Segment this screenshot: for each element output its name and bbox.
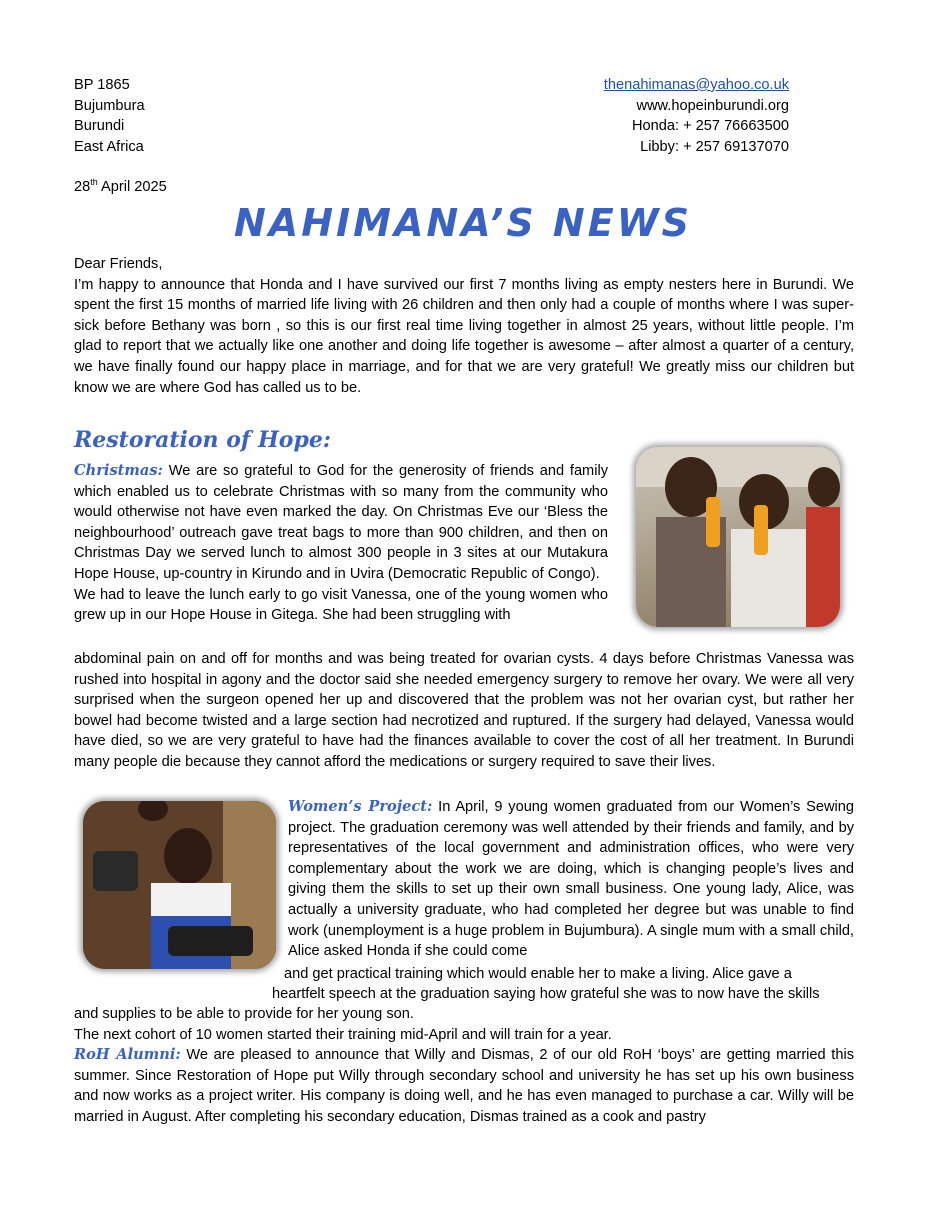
date-day: 28 bbox=[74, 179, 91, 195]
womens-text: In April, 9 young women graduated from our Women’s Sewing project. The graduation ceremony was well attended by their friends and family, and by representatives of the local government and administration offices, who were very complementary about the work we are doing, which is changing people’s lives and giving them the skills to set up their own small business. One young lady, Alice, was actually a university graduate, who had completed her degree but was unable to find work (unemployment is a huge problem in Bujumbura). A single mum with a small child, Alice asked Honda if she could come bbox=[288, 799, 855, 960]
date-suffix: th bbox=[90, 177, 98, 188]
christmas-section bbox=[74, 461, 608, 626]
greeting-paragraph: I’m happy to announce that Honda and I have survived our first 7 months living as empty nesters here in Burundi. We spent the first 15 months of married life living with 26 children and then only had a couple of months where I was super-sick before Bethany was born , so this is our first real time living together in almost 25 years, without little people. I’m glad to report that we actually like one another and doing life together is awesome – after almost a quarter of a century, we have finally found our happy place in marriage, and for that we are very grateful! We greatly miss our children but know we are where God has called us to be. bbox=[74, 276, 854, 396]
date-rest: April 2025 bbox=[97, 179, 167, 195]
womens-line: heartfelt speech at the graduation saying how grateful she was to now have the skills bbox=[272, 986, 820, 1002]
christmas-heading: Christmas: bbox=[74, 462, 163, 479]
phone-honda: Honda: + 257 76663500 bbox=[631, 118, 789, 134]
womens-line: and get practical training which would enable her to make a living. Alice gave a bbox=[284, 966, 792, 982]
vanessa-section bbox=[74, 649, 854, 773]
newsletter-title: NAHIMANA’S NEWS bbox=[234, 201, 692, 245]
photo-illustration bbox=[83, 801, 276, 969]
address-line: Bujumbura bbox=[74, 97, 145, 114]
alumni-text: We are pleased to announce that Willy and Dismas, 2 of our old RoH ‘boys’ are getting married this summer. Since Restoration of Hope put Willy through secondary school and university he has set up his own business and now works as a project writer. His company is doing well, and he has even managed to purchase a car. Willy will be married in August. After completing his secondary education, Dismas trained as a cook and pastry bbox=[74, 1047, 854, 1125]
womens-section-end bbox=[74, 1004, 854, 1128]
womens-project-section bbox=[288, 797, 854, 962]
womens-paragraph bbox=[288, 797, 854, 962]
address-line: Burundi bbox=[74, 118, 125, 134]
sewing-woman-photo bbox=[83, 801, 276, 969]
contact-details bbox=[604, 75, 789, 157]
christmas-paragraph bbox=[74, 461, 608, 585]
section-heading: Restoration of Hope: bbox=[74, 427, 331, 453]
photo-illustration bbox=[636, 447, 840, 627]
postal-address bbox=[74, 75, 145, 157]
womens-heading: Women’s Project: bbox=[288, 798, 433, 815]
vanessa-paragraph: abdominal pain on and off for months and was being treated for ovarian cysts. 4 days before Christmas Vanessa was rushed into hospital in agony and the doctor said she needed emergency surgery to remove her ovary. We were all very surprised when the surgeon opened her up and discovered that the problem was not her ovarian cyst, but rather her bowel had become twisted and a large section had necrotized and ruptured. If the surgery had delayed, Vanessa would have died, so we are very grateful to have had the finances available to cover the cost of all her treatment. In Burundi many people die because they cannot afford the medications or surgery required to save their lives. bbox=[74, 651, 854, 770]
letter-date bbox=[74, 177, 167, 198]
next-cohort-paragraph: The next cohort of 10 women started their training mid-April and will train for a year. bbox=[74, 1026, 612, 1043]
christmas-text: We are so grateful to God for the generosity of friends and family which enabled us to celebrate Christmas with so many from the community who would otherwise not have even marked the day. On Christmas Eve our ‘Bless the neighbourhood’ outreach gave treat bags to more than 900 children, and then on Christmas Day we served lunch to almost 300 people in 3 sites at our Mutakura Hope House, up-country in Kirundo and in Uvira (Democratic Republic of Congo). bbox=[74, 463, 608, 582]
email-link[interactable]: thenahimanas@yahoo.co.uk bbox=[603, 77, 789, 93]
greeting-section bbox=[74, 254, 854, 398]
address-line: BP 1865 bbox=[74, 77, 130, 93]
alumni-paragraph bbox=[74, 1045, 854, 1127]
website-text: www.hopeinburundi.org bbox=[636, 97, 789, 114]
children-with-drinks-photo bbox=[636, 447, 840, 627]
salutation: Dear Friends, bbox=[74, 256, 163, 272]
phone-libby: Libby: + 257 69137070 bbox=[640, 138, 789, 155]
alumni-heading: RoH Alumni: bbox=[74, 1046, 181, 1064]
vanessa-paragraph-start: We had to leave the lunch early to go visit Vanessa, one of the young women who grew up in our Hope House in Gitega. She had been struggling with bbox=[74, 586, 608, 624]
address-line: East Africa bbox=[74, 138, 144, 155]
womens-paragraph-end: and supplies to be able to provide for her young son. bbox=[74, 1006, 414, 1022]
